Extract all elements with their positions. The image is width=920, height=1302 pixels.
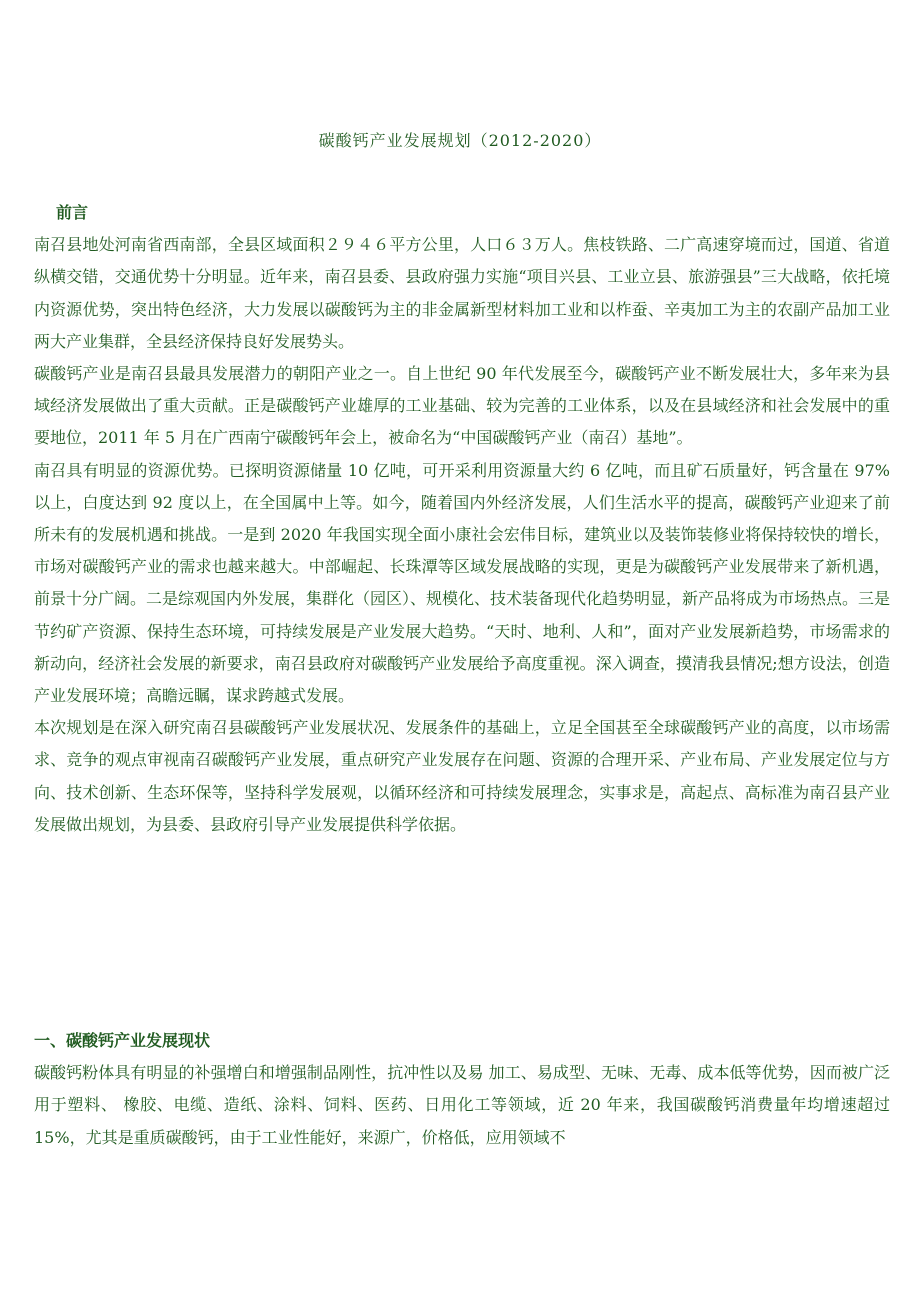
preface-paragraph-3: 南召具有明显的资源优势。已探明资源储量 10 亿吨，可开采利用资源量大约 6 亿吨，而且矿石质量好，钙含量在 97%以上，白度达到 92 度以上，在全国属中上等。如今，随着国内外经济发展，人们生活水平的提高，碳酸钙产业迎来了前所未有的发展机遇和挑战。一是到 2020 年我国实现全面小康社会宏伟目标，建筑业以及装饰装修业将保持较快的增长，市场对碳酸钙产业的需求也越来越大。中部崛起、长珠潭等区域发展战略的实现，更是为碳酸钙产业发展带来了新机遇，前景十分广阔。二是综观国内外发展，集群化（园区）、规模化、技术装备现代化趋势明显，新产品将成为市场热点。三是节约矿产资源、保持生态环境，可持续发展是产业发展大趋势。“天时、地利、人和”，面对产业发展新趋势，市场需求的新动向，经济社会发展的新要求，南召县政府对碳酸钙产业发展给予高度重视。深入调查，摸清我县情况;想方设法，创造产业发展环境；高瞻远瞩，谋求跨越式发展。 [34,460,891,706]
preface-paragraph-2: 碳酸钙产业是南召县最具发展潜力的朝阳产业之一。自上世纪 90 年代发展至今，碳酸钙产业不断发展壮大，多年来为县域经济发展做出了重大贡献。正是碳酸钙产业雄厚的工业基础、较为完善的工业体系，以及在县域经济和社会发展中的重要地位，2011 年 5 月在广西南宁碳酸钙年会上，被命名为“中国碳酸钙产业（南召）基地”。 [34,364,890,448]
preface-section [34,197,890,841]
section-1-heading: 一、碳酸钙产业发展现状 [34,1031,211,1050]
preface-heading: 前言 [56,203,89,222]
document-title: 碳酸钙产业发展规划（2012-2020） [318,131,602,150]
preface-paragraph-1: 南召县地处河南省西南部，全县区域面积２９４６平方公里，人口６３万人。焦枝铁路、二广高速穿境而过，国道、省道纵横交错，交通优势十分明显。近年来，南召县委、县政府强力实施“项目兴县、工业立县、旅游强县”三大战略，依托境内资源优势，突出特色经济，大力发展以碳酸钙为主的非金属新型材料加工业和以柞蚕、辛夷加工为主的农副产品加工业两大产业集群，全县经济保持良好发展势头。 [34,235,890,351]
preface-paragraph-4: 本次规划是在深入研究南召县碳酸钙产业发展状况、发展条件的基础上，立足全国甚至全球碳酸钙产业的高度，以市场需求、竞争的观点审视南召碳酸钙产业发展，重点研究产业发展存在问题、资源的合理开采、产业布局、产业发展定位与方向、技术创新、生态环保等，坚持科学发展观，以循环经济和可持续发展理念，实事求是，高起点、高标准为南召县产业发展做出规划，为县委、县政府引导产业发展提供科学依据。 [34,718,890,834]
section-1 [34,1025,890,1154]
section-1-paragraph-1: 碳酸钙粉体具有明显的补强增白和增强制品刚性，抗冲性以及易 加工、易成型、无味、无毒、成本低等优势，因而被广泛用于塑料、 橡胶、电缆、造纸、涂料、饲料、医药、日用化工等领域，近 20 年来，我国碳酸钙消费量年均增速超过 15%，尤其是重质碳酸钙，由于工业性能好，来源广，价格低，应用领域不 [34,1063,890,1147]
